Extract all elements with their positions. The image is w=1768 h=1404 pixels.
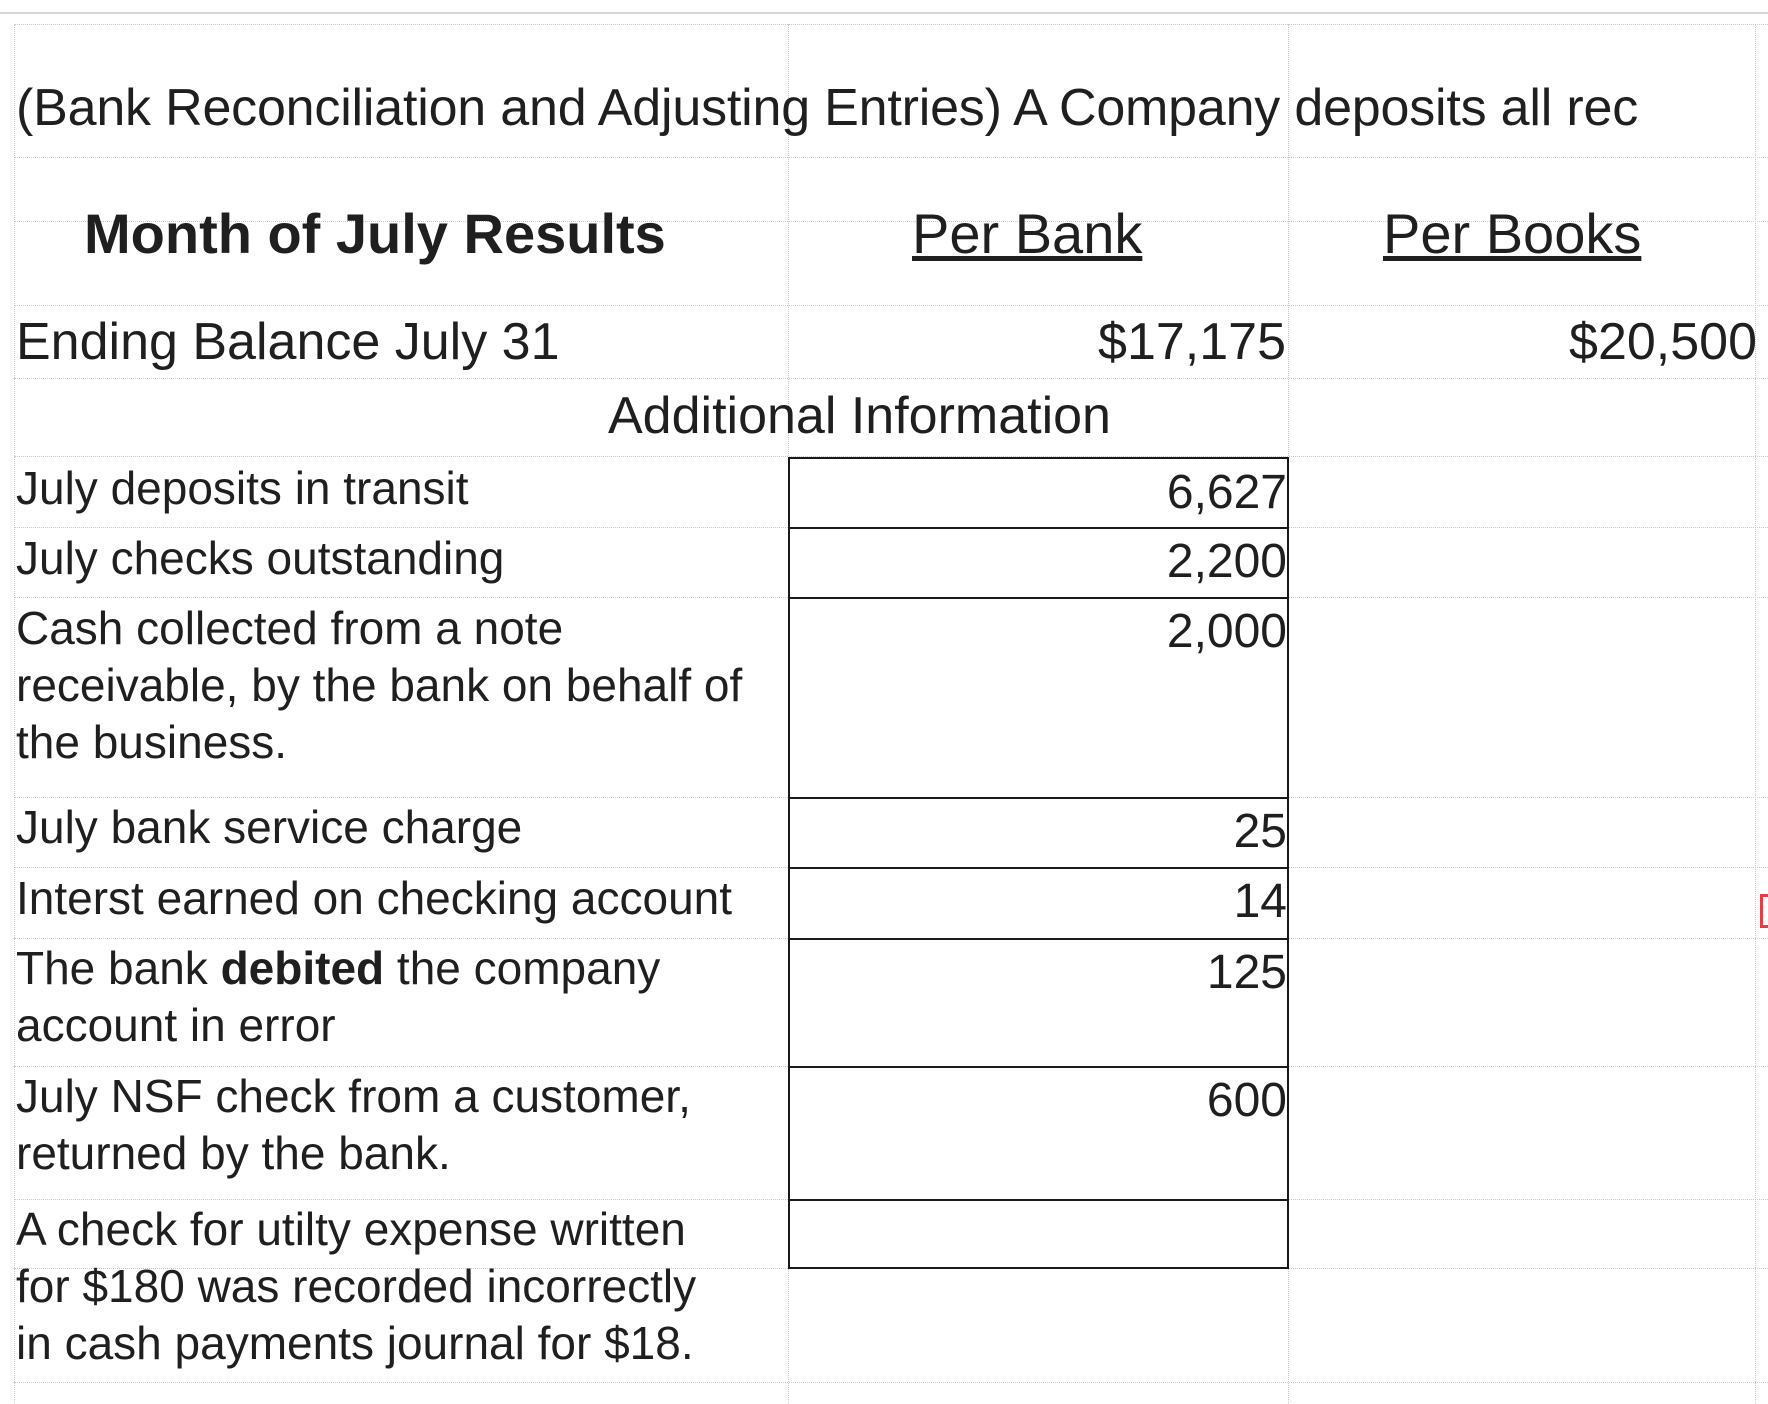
- item-label-nsf-check[interactable]: [16, 1068, 786, 1182]
- item-amount-note-collected[interactable]: 2,000: [1166, 605, 1287, 658]
- comment-marker-icon[interactable]: [1760, 894, 1768, 928]
- item-amount-bank-error[interactable]: 125: [1206, 946, 1287, 999]
- item-label-line: [16, 940, 786, 997]
- item-label-service-charge[interactable]: July bank service charge: [16, 801, 523, 853]
- item-label-interest-earned[interactable]: Interst earned on checking account: [16, 872, 733, 924]
- label-text: the company: [384, 942, 661, 994]
- amount-box-border: [788, 867, 1289, 869]
- grid-col-d-left: [1755, 24, 1756, 1404]
- grid-col-a-left: [14, 24, 15, 1404]
- ending-balance-per-bank[interactable]: $17,175: [1098, 313, 1286, 371]
- item-label-bank-error[interactable]: [16, 940, 786, 1054]
- item-amount-deposits-in-transit[interactable]: 6,627: [1166, 466, 1287, 519]
- label-bold-text: debited: [220, 942, 385, 994]
- problem-title[interactable]: (Bank Reconciliation and Adjusting Entries) A Company deposits all rec: [16, 79, 1638, 137]
- item-label-line: A check for utilty expense written: [16, 1203, 686, 1255]
- amount-box-border: [788, 457, 1289, 459]
- item-amount-nsf-check[interactable]: 600: [1206, 1074, 1287, 1127]
- item-amount-checks-outstanding[interactable]: 2,200: [1166, 535, 1287, 588]
- item-label-note-collected[interactable]: [16, 600, 786, 771]
- top-divider: [0, 12, 1768, 14]
- item-label-line: July NSF check from a customer,: [16, 1070, 691, 1122]
- amount-box-left-border: [788, 457, 790, 1269]
- amount-box-border: [788, 1267, 1289, 1269]
- item-amount-interest-earned[interactable]: 14: [1233, 875, 1287, 928]
- amount-box-border: [788, 797, 1289, 799]
- item-label-utility-check-error[interactable]: [16, 1201, 786, 1372]
- grid-row: [14, 1382, 1768, 1383]
- amount-box-border: [788, 1199, 1289, 1201]
- item-amount-service-charge[interactable]: 25: [1233, 805, 1287, 858]
- item-label-line: returned by the bank.: [16, 1127, 451, 1179]
- ending-balance-per-books[interactable]: $20,500: [1569, 313, 1757, 371]
- header-per-books[interactable]: Per Books: [1383, 202, 1642, 265]
- amount-box-right-border: [1287, 457, 1289, 1269]
- item-label-checks-outstanding[interactable]: July checks outstanding: [16, 532, 505, 584]
- item-label-line: the business.: [16, 716, 288, 768]
- item-label-line: receivable, by the bank on behalf of: [16, 659, 743, 711]
- label-text: The bank: [16, 942, 221, 994]
- item-label-line: account in error: [16, 999, 336, 1051]
- grid-row: [14, 24, 1768, 25]
- additional-information-heading[interactable]: Additional Information: [608, 387, 1111, 445]
- header-month-results[interactable]: Month of July Results: [84, 202, 666, 265]
- grid-row: [14, 157, 1768, 158]
- item-label-deposits-in-transit[interactable]: July deposits in transit: [16, 462, 469, 514]
- item-label-line: for $180 was recorded incorrectly: [16, 1260, 697, 1312]
- amount-box-border: [788, 938, 1289, 940]
- item-label-line: Cash collected from a note: [16, 602, 564, 654]
- header-per-bank[interactable]: Per Bank: [912, 202, 1143, 265]
- grid-row: [14, 305, 1768, 306]
- ending-balance-label[interactable]: Ending Balance July 31: [16, 313, 560, 371]
- amount-box-border: [788, 527, 1289, 529]
- grid-row: [14, 378, 1768, 379]
- amount-box-border: [788, 597, 1289, 599]
- amount-box-border: [788, 1066, 1289, 1068]
- item-label-line: in cash payments journal for $18.: [16, 1317, 694, 1369]
